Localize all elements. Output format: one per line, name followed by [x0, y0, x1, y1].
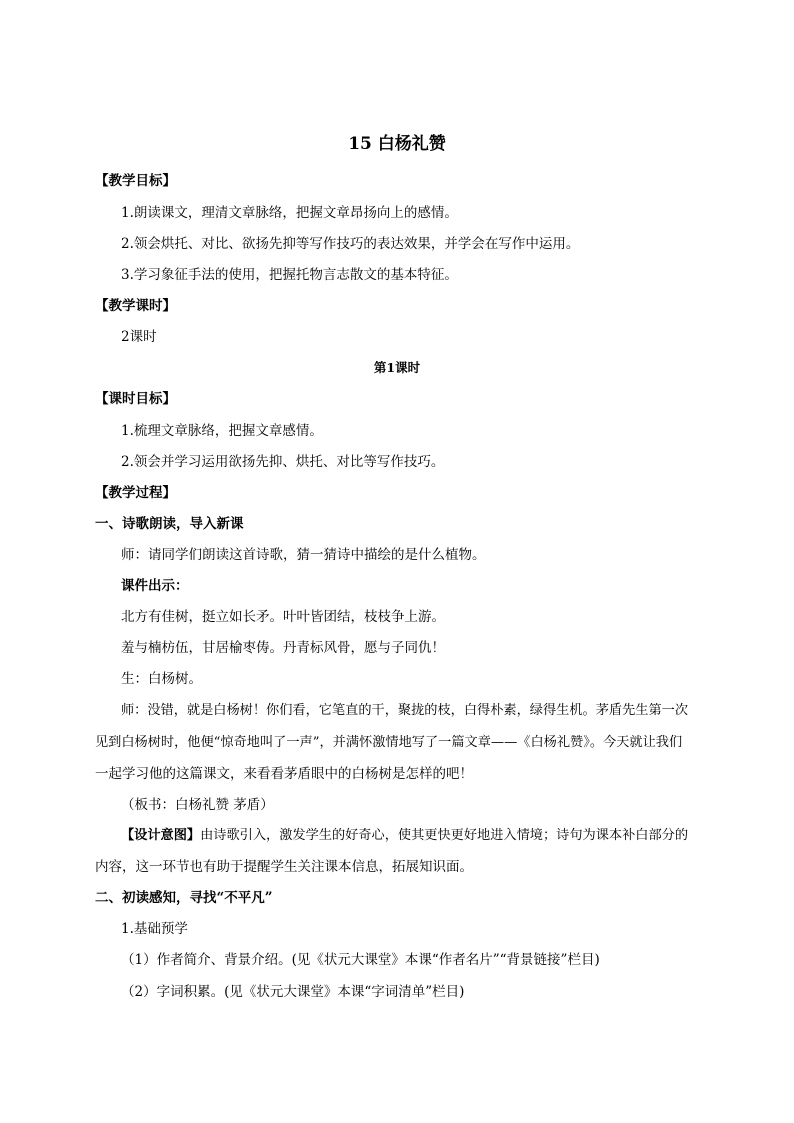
teaching-goal-header: 【教学目标】: [95, 173, 176, 189]
part2-title: 二、初读感知，寻找“不平凡”: [95, 890, 273, 906]
teacher-paragraph-line-3: 一起学习他的这篇课文，来看看茅盾眼中的白杨树是怎样的吧！: [95, 766, 473, 782]
design-intent-text: 由诗歌引入，激发学生的好奇心，使其更快更好地进入情境；诗句为课本补白部分的: [200, 828, 689, 843]
design-intent-line-2: 内容，这一环节也有助于提醒学生关注课本信息，拓展知识面。: [95, 859, 473, 875]
design-intent-line-1: [121, 826, 688, 846]
courseware-label: 课件出示：: [121, 578, 189, 594]
preview-item-1: （1）作者简介、背景介绍。(见《状元大课堂》本课“作者名片”“背景链接”栏目): [121, 952, 600, 968]
teacher-paragraph-line-1: 师：没错，就是白杨树！你们看，它笔直的干，聚拢的枝，白得朴素，绿得生机。茅盾先生第一次: [121, 703, 689, 718]
part1-title: 一、诗歌朗读，导入新课: [95, 516, 244, 532]
lesson-goal-2: 2.领会并学习运用欲扬先抑、烘托、对比等写作技巧。: [121, 454, 445, 470]
page-title: 15 白杨礼赞: [348, 134, 446, 154]
preview-item-2: （2）字词积累。(见《状元大课堂》本课“字词清单”栏目): [121, 984, 465, 1000]
class-hours-header: 【教学课时】: [95, 298, 176, 314]
lesson-goal-1: 1.梳理文章脉络，把握文章感情。: [121, 423, 323, 439]
teaching-goal-1: 1.朗读课文，理清文章脉络，把握文章昂扬向上的感情。: [121, 205, 458, 221]
teaching-goal-3: 3.学习象征手法的使用，把握托物言志散文的基本特征。: [121, 267, 458, 283]
design-intent-label: 【设计意图】: [121, 828, 201, 843]
teacher-intro: 师：请同学们朗读这首诗歌，猜一猜诗中描绘的是什么植物。: [121, 547, 486, 563]
board-note: （板书：白杨礼赞 茅盾）: [121, 797, 274, 813]
teacher-paragraph-line-2: 见到白杨树时，他便“惊奇地叫了一声”，并满怀激情地写了一篇文章——《白杨礼赞》。今天就让我们: [95, 735, 683, 750]
process-header: 【教学过程】: [95, 485, 176, 501]
basic-preview: 1.基础预学: [121, 921, 188, 937]
class-hours: 2课时: [121, 329, 157, 345]
lesson-goal-header: 【课时目标】: [95, 391, 176, 407]
lesson1-title: 第1课时: [373, 360, 421, 375]
poem-line-1: 北方有佳树，挺立如长矛。叶叶皆团结，枝枝争上游。: [121, 609, 445, 625]
poem-line-2: 羞与楠枋伍，甘居榆枣俦。丹青标风骨，愿与子同仇！: [121, 640, 445, 656]
student-answer: 生：白杨树。: [121, 671, 202, 687]
teaching-goal-2: 2.领会烘托、对比、欲扬先抑等写作技巧的表达效果，并学会在写作中运用。: [121, 236, 580, 252]
